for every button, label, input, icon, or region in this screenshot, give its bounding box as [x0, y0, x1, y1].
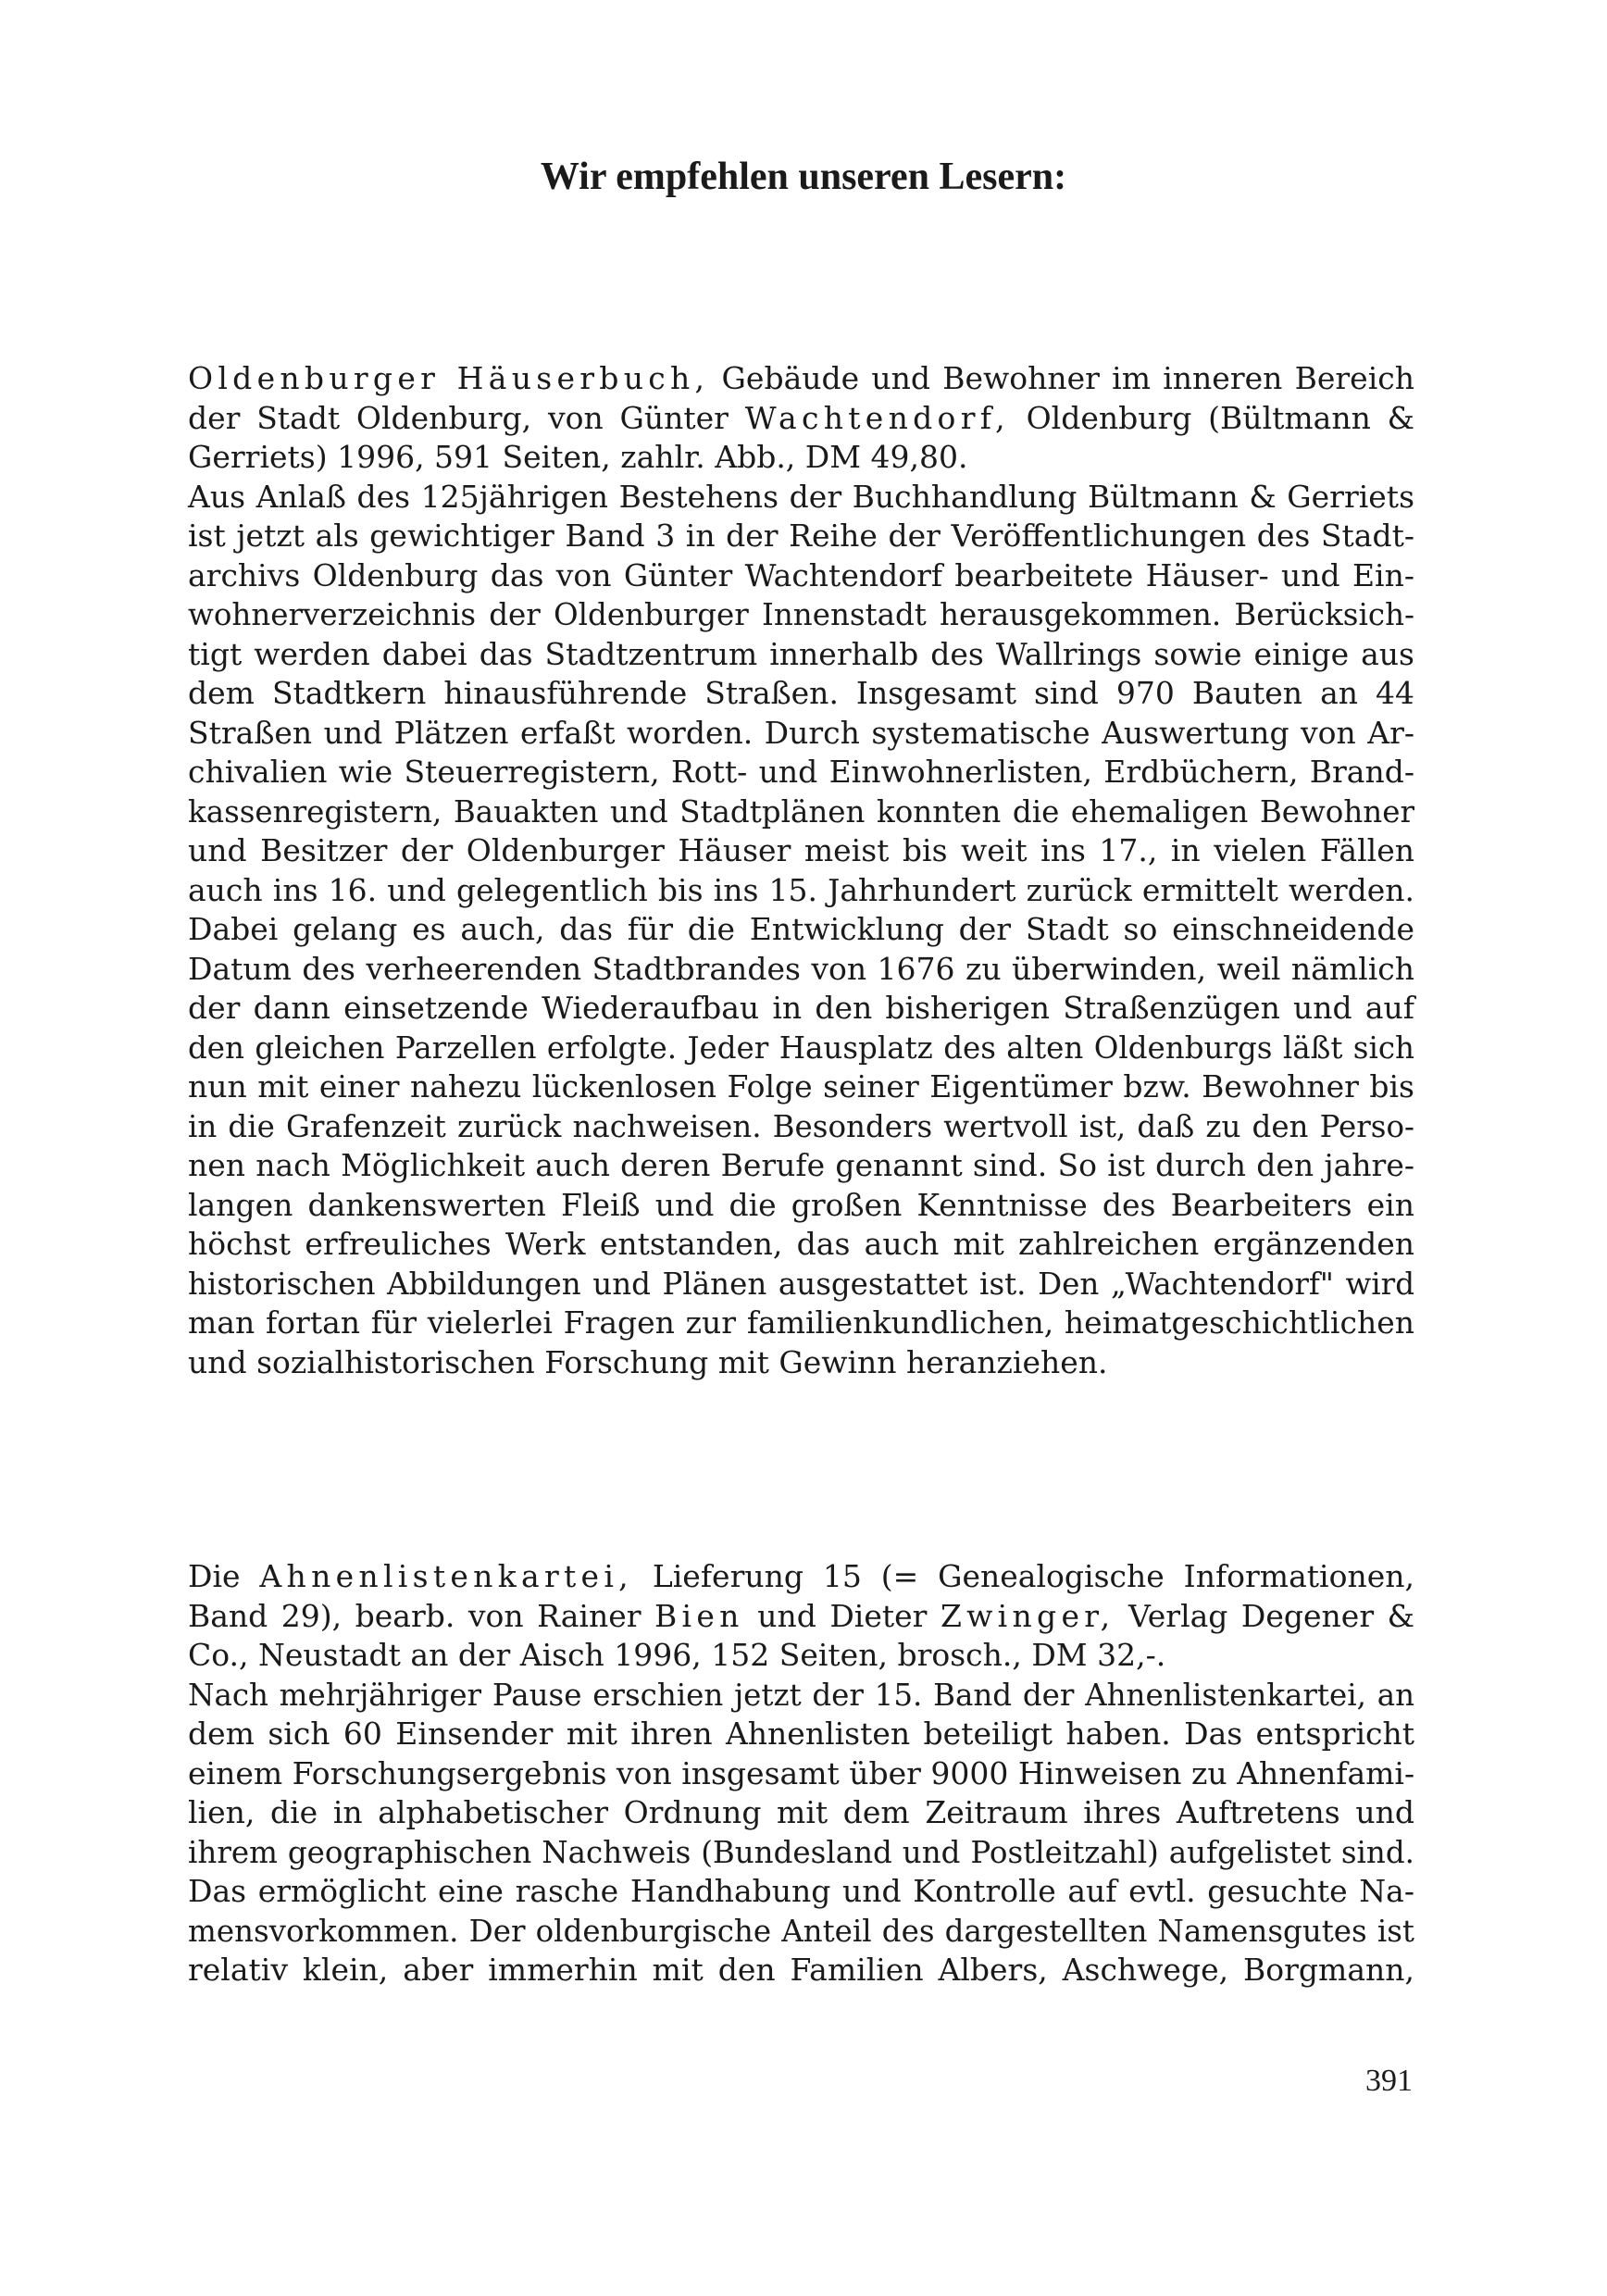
body-line: kassenregistern, Bauakten und Stadtplänen konnten die ehemaligen Bewohner	[188, 793, 1414, 830]
citation-line-1: Oldenburger Häuserbuch, Gebäude und Bewohner im inneren Bereich	[188, 360, 1415, 396]
body-line: tigt werden dabei das Stadtzentrum innerhalb des Wallrings sowie einige aus	[188, 635, 1414, 672]
body-line: nen nach Möglichkeit auch deren Berufe genannt sind. So ist durch den jahre-	[188, 1147, 1414, 1183]
body-line: höchst erfreuliches Werk entstanden, das auch mit zahlreichen ergänzenden	[188, 1226, 1414, 1262]
body-line: den gleichen Parzellen erfolgte. Jeder Hausplatz des alten Oldenburgs läßt sich	[188, 1029, 1414, 1066]
body-line: ihrem geographischen Nachweis (Bundesland und Postleitzahl) aufgelistet sind.	[188, 1834, 1414, 1870]
citation-line-3: Gerriets) 1996, 591 Seiten, zahlr. Abb., DM 49,80.	[188, 439, 968, 475]
body-line: dem sich 60 Einsender mit ihren Ahnenlisten beteiligt haben. Das entspricht	[188, 1716, 1414, 1752]
body-line: ist jetzt als gewichtiger Band 3 in der Reihe der Veröffentlichungen des Stadt-	[188, 518, 1414, 554]
body-line: archivs Oldenburg das von Günter Wachtendorf bearbeitete Häuser- und Ein-	[188, 556, 1414, 593]
review-entry-haeuserbuch	[188, 359, 1414, 1382]
body-line: auch ins 16. und gelegentlich bis ins 15. Jahrhundert zurück ermittelt werden.	[188, 871, 1414, 908]
citation-line-2: der Stadt Oldenburg, von Günter Wachtendorf, Oldenburg (Bültmann &	[188, 399, 1414, 436]
body-line: einem Forschungsergebnis von insgesamt über 9000 Hinweisen zu Ahnenfami-	[188, 1754, 1415, 1791]
body-line: chivalien wie Steuerregistern, Rott- und Einwohnerlisten, Erdbüchern, Brand-	[188, 754, 1414, 790]
citation-line-1: Die Ahnenlistenkartei, Lieferung 15 (= Genealogische Informationen,	[188, 1558, 1414, 1594]
citation-line-3: Co., Neustadt an der Aisch 1996, 152 Seiten, brosch., DM 32,-.	[188, 1637, 1166, 1673]
citation-line-2: Band 29), bearb. von Rainer Bien und Dieter Zwinger, Verlag Degener &	[188, 1597, 1414, 1634]
page-number: 391	[1365, 2064, 1413, 2098]
book-title: Oldenburger Häuserbuch,	[188, 360, 710, 396]
body-line: Nach mehrjähriger Pause erschien jetzt der 15. Band der Ahnenlistenkartei, an	[188, 1677, 1414, 1713]
body-line: der dann einsetzende Wiederaufbau in den bisherigen Straßenzügen und auf	[188, 990, 1414, 1026]
body-line: mensvorkommen. Der oldenburgische Anteil des dargestellten Namensgutes ist	[188, 1913, 1414, 1949]
book-title: Ahnenlistenkartei,	[259, 1558, 633, 1594]
body-line: Dabei gelang es auch, das für die Entwicklung der Stadt so einschneidende	[188, 911, 1414, 947]
body-line: in die Grafenzeit zurück nachweisen. Besonders wertvoll ist, daß zu den Perso-	[188, 1108, 1414, 1144]
review-entry-ahnenlistenkartei	[188, 1557, 1414, 1990]
body-line: wohnerverzeichnis der Oldenburger Innenstadt herausgekommen. Berücksich-	[188, 597, 1414, 632]
body-line: dem Stadtkern hinausführende Straßen. Insgesamt sind 970 Bauten an 44	[188, 675, 1414, 711]
page-heading: Wir empfehlen unseren Lesern:	[540, 156, 1067, 198]
body-line: langen dankenswerten Fleiß und die großen Kenntnisse des Bearbeiters ein	[188, 1186, 1414, 1223]
body-line: man fortan für vielerlei Fragen zur familienkundlichen, heimatgeschichtlichen	[188, 1304, 1414, 1341]
book-author: Bien	[654, 1597, 744, 1634]
body-line: Das ermöglicht eine rasche Handhabung und Kontrolle auf evtl. gesuchte Na-	[188, 1873, 1414, 1909]
body-line: Datum des verheerenden Stadtbrandes von 1676 zu überwinden, weil nämlich	[188, 950, 1414, 987]
book-author: Wachtendorf,	[744, 399, 1010, 436]
body-line: Aus Anlaß des 125jährigen Bestehens der Buchhandlung Bültmann & Gerriets	[188, 478, 1414, 515]
body-line: und Besitzer der Oldenburger Häuser meist bis weit ins 17., in vielen Fällen	[188, 832, 1414, 868]
body-line: und sozialhistorischen Forschung mit Gewinn heranziehen.	[188, 1343, 1108, 1380]
body-line: historischen Abbildungen und Plänen ausgestattet ist. Den „Wachtendorf" wird	[188, 1266, 1414, 1302]
body-line: nun mit einer nahezu lückenlosen Folge seiner Eigentümer bzw. Bewohner bis	[188, 1068, 1414, 1104]
body-line: lien, die in alphabetischer Ordnung mit dem Zeitraum ihres Auftretens und	[188, 1794, 1414, 1830]
book-author: Zwinger,	[940, 1597, 1115, 1634]
body-line: relativ klein, aber immerhin mit den Familien Albers, Aschwege, Borgmann,	[188, 1952, 1414, 1988]
body-line: Straßen und Plätzen erfaßt worden. Durch systematische Auswertung von Ar-	[188, 714, 1414, 751]
